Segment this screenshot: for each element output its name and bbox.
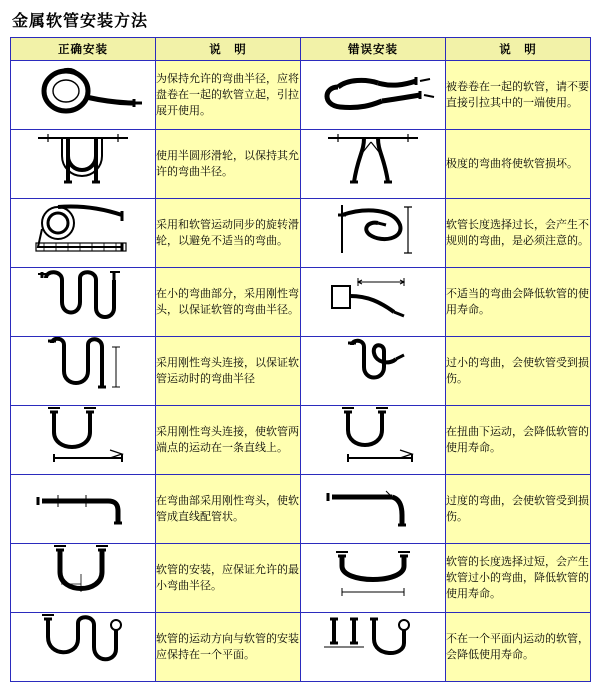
figure-too-tight-bend-u-shape [301, 337, 446, 406]
figure-coiled-hose-upright [11, 61, 156, 130]
header-wrong-install: 错误安装 [301, 38, 446, 61]
table-row [11, 475, 591, 544]
figure-motion-plane-aligned-with-install [11, 613, 156, 682]
figure-coiled-hose-pulled-sideways [301, 61, 446, 130]
figure-sharp-bend-over-edge [301, 130, 446, 199]
figure-rigid-elbow-motion-radius [11, 337, 156, 406]
note-wrong: 过小的弯曲，会使软管受到损伤。 [446, 337, 591, 406]
hose-installation-table [10, 37, 591, 682]
header-correct-install: 正确安装 [11, 38, 156, 61]
page-title: 金属软管安装方法 [12, 11, 149, 30]
note-wrong: 不适当的弯曲会降低软管的使用寿命。 [446, 268, 591, 337]
note-correct: 为保持允许的弯曲半径，应将盘卷在一起的软管立起，引拉展开使用。 [156, 61, 301, 130]
note-correct: 软管的运动方向与软管的安装应保持在一个平面。 [156, 613, 301, 682]
table-row [11, 613, 591, 682]
table-row [11, 61, 591, 130]
figure-rigid-elbow-small-bend [11, 268, 156, 337]
figure-minimum-bend-radius-u-loop [11, 544, 156, 613]
note-correct: 采用和软管运动同步的旋转滑轮，以避免不适当的弯曲。 [156, 199, 301, 268]
figure-too-long-hose-small-bend [301, 544, 446, 613]
figure-rotating-pulley-with-chain [11, 199, 156, 268]
note-correct: 使用半圆形滑轮，以保持其允许的弯曲半径。 [156, 130, 301, 199]
table-row [11, 337, 591, 406]
figure-excess-length-irregular-bend [301, 199, 446, 268]
note-correct: 在小的弯曲部分，采用刚性弯头，以保证软管的弯曲半径。 [156, 268, 301, 337]
note-wrong: 在扭曲下运动，会降低软管的使用寿命。 [446, 406, 591, 475]
note-wrong: 软管长度选择过长，会产生不规则的弯曲，是必须注意的。 [446, 199, 591, 268]
note-wrong: 不在一个平面内运动的软管，会降低使用寿命。 [446, 613, 591, 682]
figure-rigid-elbow-straight-pipe-run [11, 475, 156, 544]
figure-improper-bend-at-fitting [301, 268, 446, 337]
header-wrong-note: 说 明 [446, 38, 591, 61]
table-row [11, 199, 591, 268]
table-row [11, 544, 591, 613]
table-row [11, 406, 591, 475]
note-wrong: 过度的弯曲，会使软管受到损伤。 [446, 475, 591, 544]
table-row [11, 130, 591, 199]
figure-semicircular-guide-pulley [11, 130, 156, 199]
note-wrong: 极度的弯曲将使软管损坏。 [446, 130, 591, 199]
header-correct-note: 说 明 [156, 38, 301, 61]
note-wrong: 被卷卷在一起的软管，请不要直接引拉其中的一端使用。 [446, 61, 591, 130]
figure-motion-out-of-plane [301, 613, 446, 682]
note-wrong: 软管的长度选择过短，会产生软管过小的弯曲，降低软管的使用寿命。 [446, 544, 591, 613]
note-correct: 采用刚性弯头连接，以保证软管运动时的弯曲半径 [156, 337, 301, 406]
note-correct: 软管的安装，应保证允许的最小弯曲半径。 [156, 544, 301, 613]
figure-rigid-elbows-straight-line-motion [11, 406, 156, 475]
note-correct: 在弯曲部采用刚性弯头，使软管成直线配管状。 [156, 475, 301, 544]
table-row [11, 268, 591, 337]
figure-hose-twisted-under-motion [301, 406, 446, 475]
figure-over-bending-at-corner [301, 475, 446, 544]
table-header-row [11, 38, 591, 61]
note-correct: 采用刚性弯头连接，使软管两端点的运动在一条直线上。 [156, 406, 301, 475]
